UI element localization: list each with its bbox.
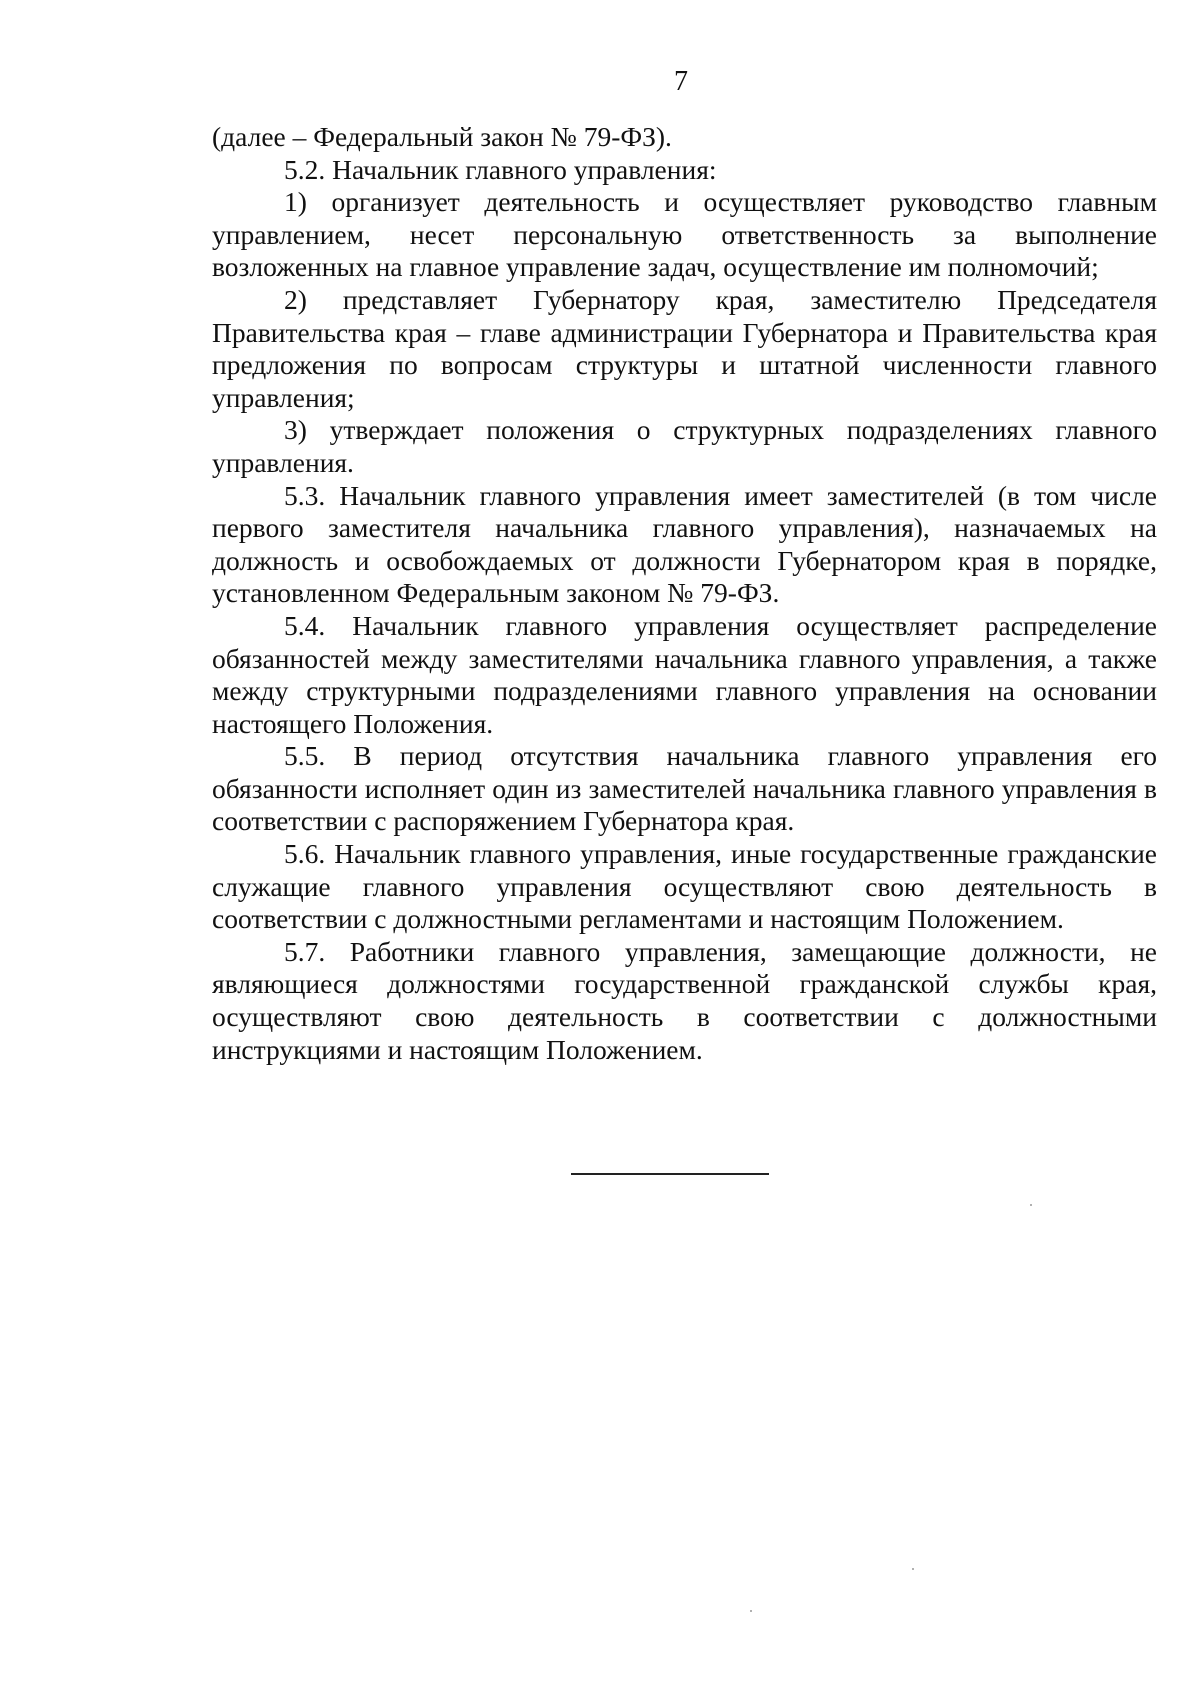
paragraph-5-2-item-3: 3) утверждает положения о структурных подразделениях главного управления. [212,414,1157,478]
paragraph-5-3: 5.3. Начальник главного управления имеет заместителей (в том числе первого заместителя начальника главного управления), назначаемых на должность и освобождаемых от должности Губернатором края в порядке, установленном Федеральным законом № 79-ФЗ. [212,479,1157,609]
paragraph-5-2-item-2: 2) представляет Губернатору края, заместителю Председателя Правительства края – главе администрации Губернатора и Правительства края предложения по вопросам структуры и штатной численности главного управления; [212,283,1157,413]
end-separator-line [571,1173,769,1175]
paragraph-5-2-item-1: 1) организует деятельность и осуществляет руководство главным управлением, несет персональную ответственность за выполнение возложенных на главное управление задач, осуществление им полномочий; [212,186,1157,283]
page-number: 7 [674,66,688,97]
paragraph: (далее – Федеральный закон № 79-ФЗ). [212,121,672,152]
paragraph-5-5: 5.5. В период отсутствия начальника главного управления его обязанности исполняет один из заместителей начальника главного управления в соответствии с распоряжением Губернатора края. [212,740,1157,837]
paragraph-5-4: 5.4. Начальник главного управления осуществляет распределение обязанностей между заместителями начальника главного управления, а также между структурными подразделениями главного управления на основании настоящего Положения. [212,609,1157,739]
scan-speck [912,1568,914,1570]
paragraph-5-6: 5.6. Начальник главного управления, иные государственные гражданские служащие главного управления осуществляют свою деятельность в соответствии с должностными регламентами и настоящим Положением. [212,838,1157,935]
scan-speck [750,1610,752,1612]
scan-speck [1030,1204,1032,1206]
paragraph-5-2: 5.2. Начальник главного управления: [284,153,717,185]
document-body [212,121,1157,1066]
paragraph-5-7: 5.7. Работники главного управления, замещающие должности, не являющиеся должностями государственной гражданской службы края, осуществляют свою деятельность в соответствии с должностными инструкциями и настоящим Положением. [212,935,1157,1065]
